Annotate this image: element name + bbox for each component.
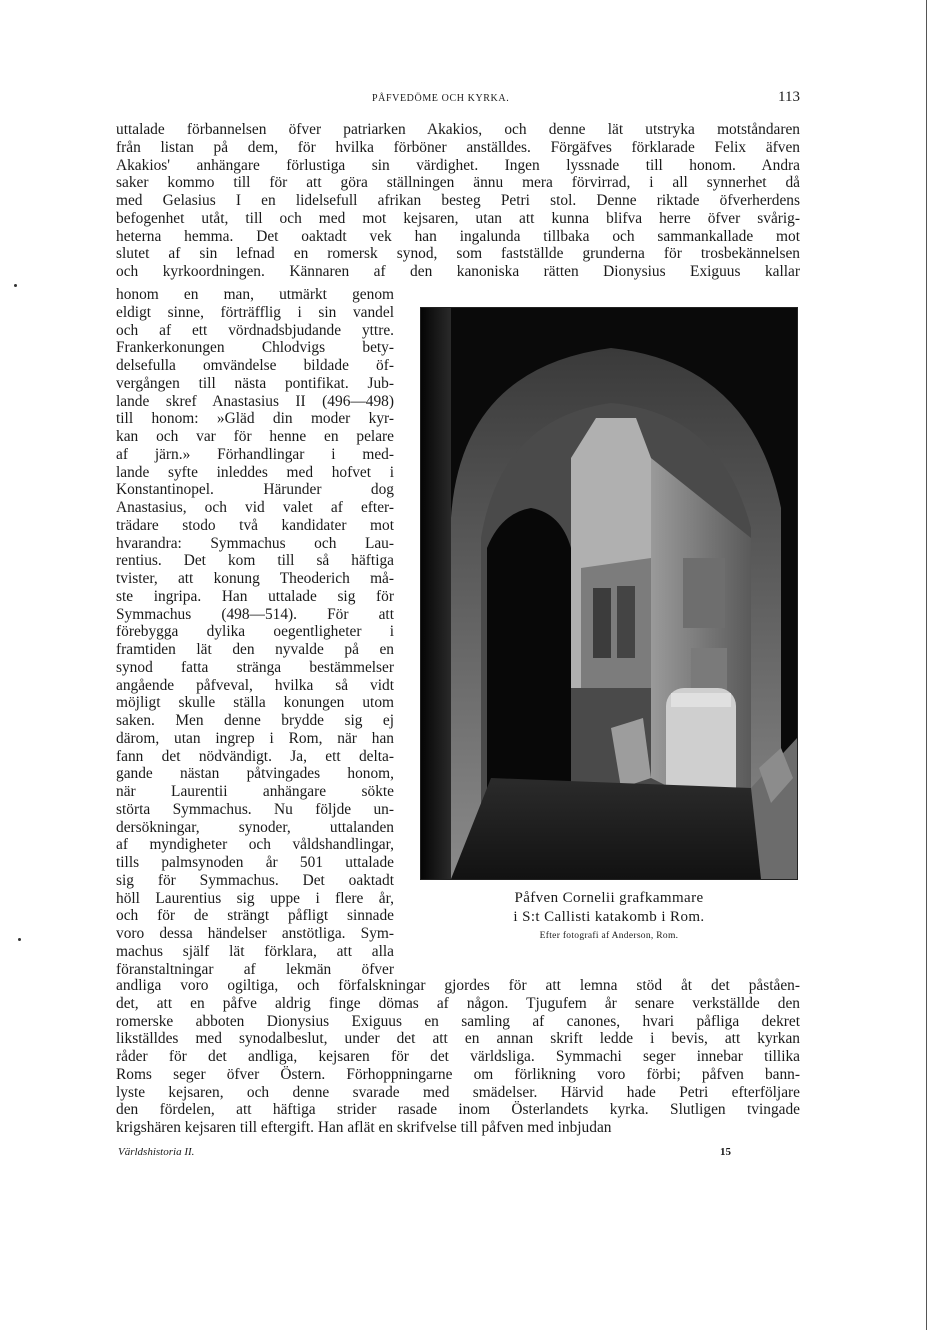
text-line: och kyrkoordningen. Kännaren af den kanoniska rätten Dionysius Exiguus kallar: [116, 263, 800, 280]
text-line: Frankerkonungen Chlodvigs bety-: [116, 339, 394, 357]
page-number: 113: [778, 89, 800, 105]
margin-speck: [14, 284, 17, 287]
text-line: af myndigheter och våldshandlingar,: [116, 836, 394, 854]
text-line: tills palmsynoden år 501 uttalade: [116, 854, 394, 871]
text-line: saker kommo till för att göra ställningen ännu mera förvirrad, i all synnerhet då: [116, 174, 800, 192]
text-line: Konstantinopel. Härunder dog: [116, 481, 394, 499]
text-line: Symmachus (498—514). För att: [116, 605, 394, 623]
text-line: trädare stodo två kandidater mot: [116, 516, 394, 534]
text-line: framtiden lät den nyvalde på en: [116, 641, 394, 658]
text-line: uttalade förbannelsen öfver patriarken Akakios, och denne lät utstryka motståndaren: [116, 121, 800, 138]
text-line: befogenhet utåt, till och med mot kejsaren, utan att kunna blifva herre öfver svårig-: [116, 209, 800, 227]
text-line: eldigt sinne, förträfflig i sin vandel: [116, 303, 394, 321]
text-line: lande skref Anastasius II (496—498): [116, 392, 394, 410]
catacomb-photograph: [420, 307, 798, 880]
text-line: rentius. Det kom till så häftiga: [116, 552, 394, 570]
text-line: dersökningar, synoder, uttalanden: [116, 818, 394, 836]
footer-signature-mark: 15: [720, 1146, 731, 1158]
text-line: delsefulla omvändelse bildade öf-: [116, 357, 394, 374]
figure-caption-line-1: Påfven Cornelii grafkammare: [514, 890, 704, 906]
text-line: föranstaltningar af lekmän öfver: [116, 960, 394, 978]
text-line: möjligt skulle ställa konungen utom: [116, 694, 394, 712]
text-line: andliga voro ogiltiga, och förfalskningar gjordes för att lemna stöd åt det påståen-: [116, 977, 800, 994]
text-line: råder för det andliga, kejsaren för det världsliga. Symmachi seger innebar tillika: [116, 1048, 800, 1065]
text-line: slutet af sin lefnad en romersk synod, som fastställde grunderna för trosbekännelsen: [116, 245, 800, 263]
text-line: från listan på dem, för hvilka förböner anställdes. Förgäfves förklarade Felix äfven: [116, 138, 800, 156]
text-line: tvister, att konung Theoderich må-: [116, 570, 394, 587]
text-line: Akakios' anhängare förlustiga sin värdighet. Ingen lyssnade till honom. Andra: [116, 156, 800, 174]
text-line: och af ett vördnadsbjudande yttre.: [116, 321, 394, 339]
text-line: det, att en påfve aldrig finge dömas af någon. Tjugufem år senare verkställde den: [116, 994, 800, 1012]
text-line: heterna hemma. Det oaktadt vek han ingalunda tillbaka och sammankallade mot: [116, 227, 800, 245]
text-line: angående påfveval, hvilka så vidt: [116, 676, 394, 694]
running-head: [116, 89, 800, 109]
figure-credit: Efter fotografi af Anderson, Rom.: [539, 931, 679, 941]
text-line: kan och var för henne en pelare: [116, 428, 394, 445]
catacomb-illustration: [421, 308, 797, 879]
text-line: sig för Symmachus. Det oaktadt: [116, 871, 394, 889]
text-line: med Gelasius I en lidelsefull afrikan besteg Petri stol. Denne riktade öfverherdens: [116, 192, 800, 209]
text-line: lyste kejsaren, och denne svarade med smädelser. Härvid hade Petri efterföljare: [116, 1083, 800, 1101]
text-line: till honom: »Gläd din moder kyr-: [116, 410, 394, 428]
text-line: höll Laurentius sig uppe i flere år,: [116, 889, 394, 907]
text-line: störta Symmachus. Nu följde un-: [116, 800, 394, 818]
text-line: Anastasius, och vid valet af efter-: [116, 499, 394, 516]
text-line: af järn.» Förhandlingar i med-: [116, 445, 394, 463]
text-line: därom, utan ingrep i Rom, när han: [116, 729, 394, 747]
text-line: Roms seger öfver Östern. Förhoppningarne om förlikning voro förbi; påfven bann-: [116, 1065, 800, 1083]
text-line: krigshären kejsaren till eftergift. Han aflät en skrifvelse till påfven med inbjudan: [116, 1119, 612, 1136]
text-line: vergången till nästa pontifikat. Jub-: [116, 374, 394, 392]
footer-series-title: Världshistoria II.: [118, 1146, 195, 1158]
text-line: honom en man, utmärkt genom: [116, 286, 394, 303]
text-line: när Laurentii anhängare sökte: [116, 783, 394, 800]
text-line: hvarandra: Symmachus och Lau-: [116, 534, 394, 552]
figure-caption-line-2: i S:t Callisti katakomb i Rom.: [513, 909, 705, 925]
text-line: lande syfte inleddes med hofvet i: [116, 463, 394, 481]
page-edge-line: [926, 0, 927, 1330]
text-line: gande nästan påtvingades honom,: [116, 765, 394, 783]
text-line: machus själf lät förklara, att alla: [116, 942, 394, 960]
text-line: voro dessa händelser anstötliga. Sym-: [116, 925, 394, 942]
text-line: och för de strängt påfligt sinnade: [116, 907, 394, 925]
running-title: PÅFVEDÖME OCH KYRKA.: [372, 93, 510, 104]
margin-speck: [18, 938, 21, 941]
text-line: synod fatta stränga bestämmelser: [116, 658, 394, 676]
text-line: fann det nödvändigt. Ja, ett delta-: [116, 747, 394, 765]
text-line: ste ingripa. Han uttalade sig för: [116, 587, 394, 605]
text-line: förebygga dylika oegentligheter i: [116, 623, 394, 641]
text-line: romerske abboten Dionysius Exiguus en samling af canones, hvari påfliga dekret: [116, 1012, 800, 1030]
text-line: saken. Men denne brydde sig ej: [116, 712, 394, 729]
text-line: den fördelen, att häftiga strider rasade inom Österlandets kyrka. Slutligen tvingade: [116, 1101, 800, 1119]
text-line: likställdes med synodalbeslut, under det att en annan skrift ledde i bevis, att kyrkan: [116, 1030, 800, 1048]
